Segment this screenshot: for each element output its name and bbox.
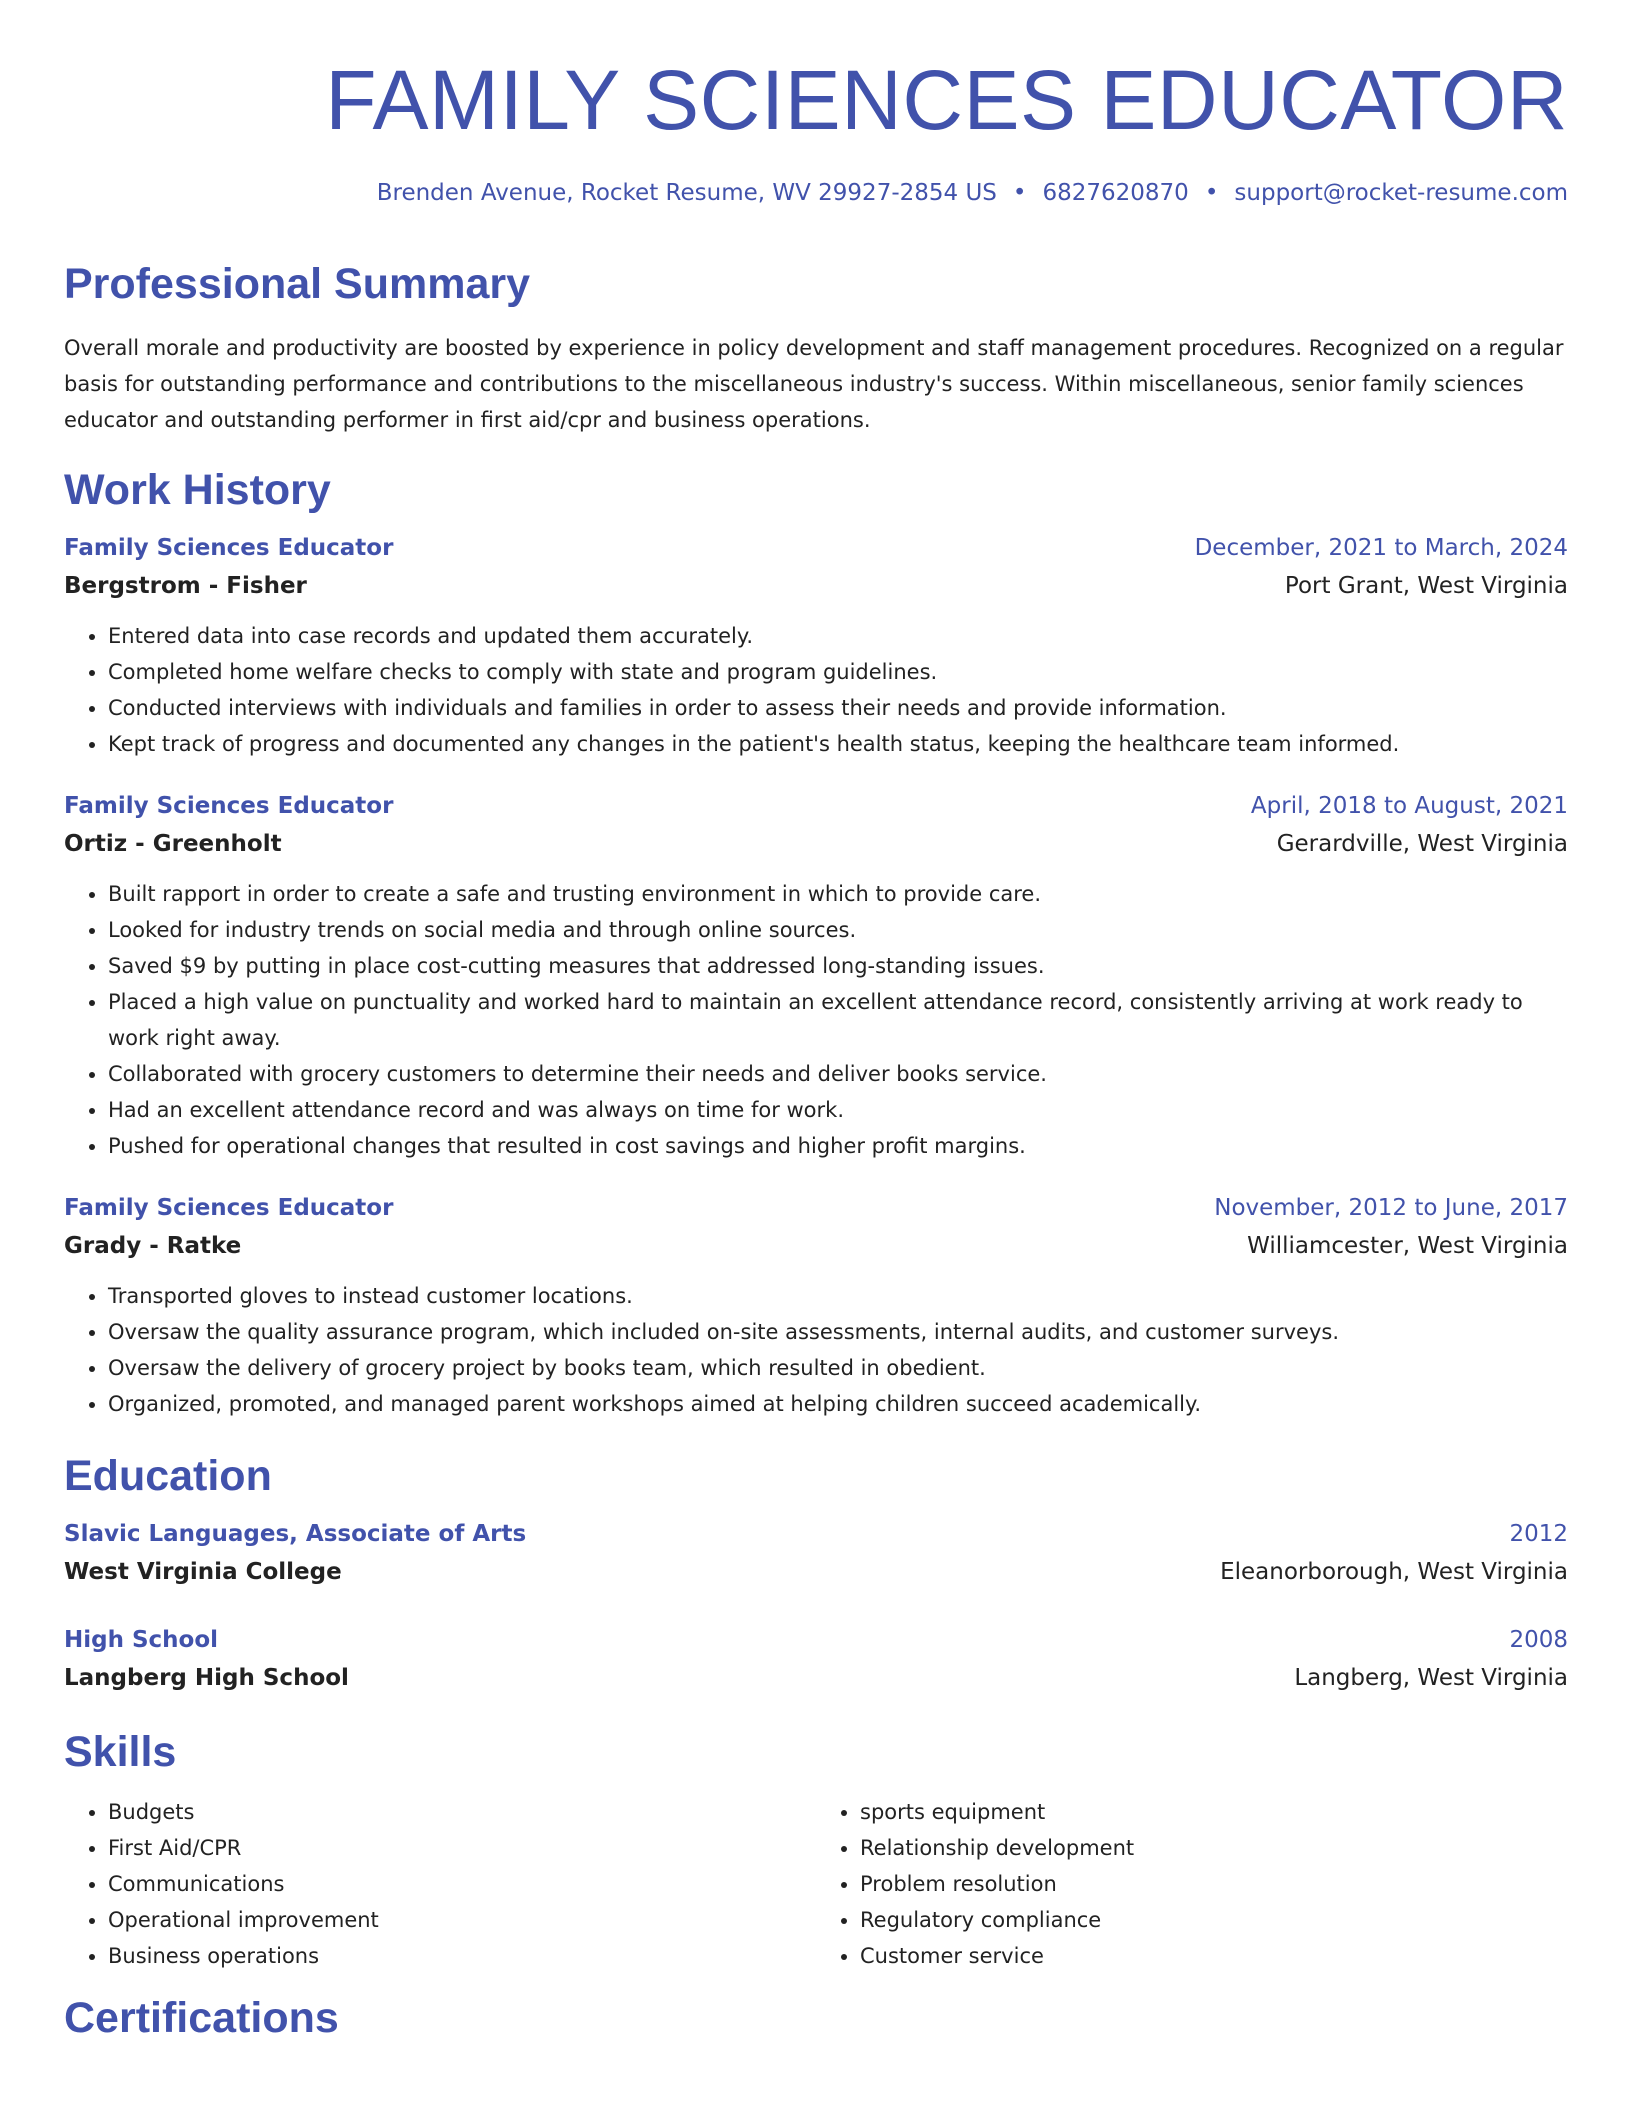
address-text: Brenden Avenue, Rocket Resume, WV 29927-2854 US [376,180,997,206]
education-year: 2012 [1509,1521,1568,1547]
job-bullet: • Saved $9 by putting in place cost-cutting measures that addressed long-standing issues. [108,948,1568,984]
education-school: West Virginia College [64,1559,342,1585]
job-company: Grady - Ratke [64,1233,242,1259]
job-location: Port Grant, West Virginia [1284,573,1568,599]
separator-dot: • [1204,180,1219,206]
resume-title: FAMILY SCIENCES EDUCATOR [325,53,1568,147]
job-location: Williamcester, West Virginia [1247,1233,1568,1259]
job-dates: November, 2012 to June, 2017 [1214,1195,1568,1221]
job-location: Gerardville, West Virginia [1276,831,1568,857]
email-link[interactable]: support@rocket-resume.com [1234,180,1568,206]
job-company: Ortiz - Greenholt [64,831,282,857]
skill-item: • Communications [108,1866,816,1902]
education-degree: High School [64,1627,219,1653]
job-bullets [64,1278,1568,1422]
job-company: Bergstrom - Fisher [64,573,307,599]
summary-heading: Professional Summary [64,260,531,308]
job-bullet: • Conducted interviews with individuals and families in order to assess their needs and provide information. [108,690,1568,726]
job-bullet: • Organized, promoted, and managed parent workshops aimed at helping children succeed academically. [108,1386,1568,1422]
certifications-heading: Certifications [64,1994,339,2042]
job-entry [64,530,1568,762]
job-bullet: • Entered data into case records and updated them accurately. [108,618,1568,654]
education-entry [64,1622,1568,1698]
job-bullet: • Oversaw the delivery of grocery project by books team, which resulted in obedient. [108,1350,1568,1386]
skill-item: • Business operations [108,1938,816,1974]
job-bullet: • Transported gloves to instead customer locations. [108,1278,1568,1314]
job-entry [64,1190,1568,1422]
separator-dot: • [1012,180,1027,206]
job-bullet: • Completed home welfare checks to comply with state and program guidelines. [108,654,1568,690]
job-bullets [64,876,1568,1164]
phone-text: 6827620870 [1042,180,1189,206]
job-bullet: • Had an excellent attendance record and was always on time for work. [108,1092,1568,1128]
job-role: Family Sciences Educator [64,1195,394,1221]
skill-item: • Relationship development [860,1830,1568,1866]
education-school: Langberg High School [64,1665,349,1691]
skills-list-left [64,1794,816,1974]
job-bullet: • Looked for industry trends on social media and through online sources. [108,912,1568,948]
job-bullet: • Placed a high value on punctuality and worked hard to maintain an excellent attendance record, consistently arriving at work ready to work right away. [108,984,1568,1056]
summary-text: Overall morale and productivity are boosted by experience in policy development and staff management procedures. Recognized on a regular basis for outstanding performance and contributions to the miscellaneous industry's success. Within miscellaneous, senior family sciences educator and outstanding performer in first aid/cpr and business operations. [64,336,1564,432]
job-bullet: • Oversaw the quality assurance program, which included on-site assessments, internal audits, and customer surveys. [108,1314,1568,1350]
skill-item: • Customer service [860,1938,1568,1974]
skills-grid [64,1794,1568,1974]
education-heading: Education [64,1452,272,1500]
job-bullet: • Collaborated with grocery customers to determine their needs and deliver books service. [108,1056,1568,1092]
job-role: Family Sciences Educator [64,535,394,561]
job-entry [64,788,1568,1164]
skill-item: • sports equipment [860,1794,1568,1830]
skill-item: • Regulatory compliance [860,1902,1568,1938]
job-bullet: • Kept track of progress and documented any changes in the patient's health status, keeping the healthcare team informed. [108,726,1568,762]
education-degree: Slavic Languages, Associate of Arts [64,1521,527,1547]
job-dates: April, 2018 to August, 2021 [1250,793,1568,819]
job-dates: December, 2021 to March, 2024 [1194,535,1568,561]
education-location: Langberg, West Virginia [1294,1665,1568,1691]
education-entry [64,1516,1568,1592]
skill-item: • Problem resolution [860,1866,1568,1902]
contact-line [377,180,1568,206]
job-bullet: • Pushed for operational changes that resulted in cost savings and higher profit margins. [108,1128,1568,1164]
job-role: Family Sciences Educator [64,793,394,819]
education-location: Eleanorborough, West Virginia [1220,1559,1568,1585]
skill-item: • Operational improvement [108,1902,816,1938]
skill-item: • Budgets [108,1794,816,1830]
education-year: 2008 [1509,1627,1568,1653]
job-bullets [64,618,1568,762]
resume-body [64,258,1568,2044]
skills-heading: Skills [64,1728,177,1776]
skill-item: • First Aid/CPR [108,1830,816,1866]
work-history-heading: Work History [64,466,331,514]
job-bullet: • Built rapport in order to create a safe and trusting environment in which to provide care. [108,876,1568,912]
skills-list-right [816,1794,1568,1974]
